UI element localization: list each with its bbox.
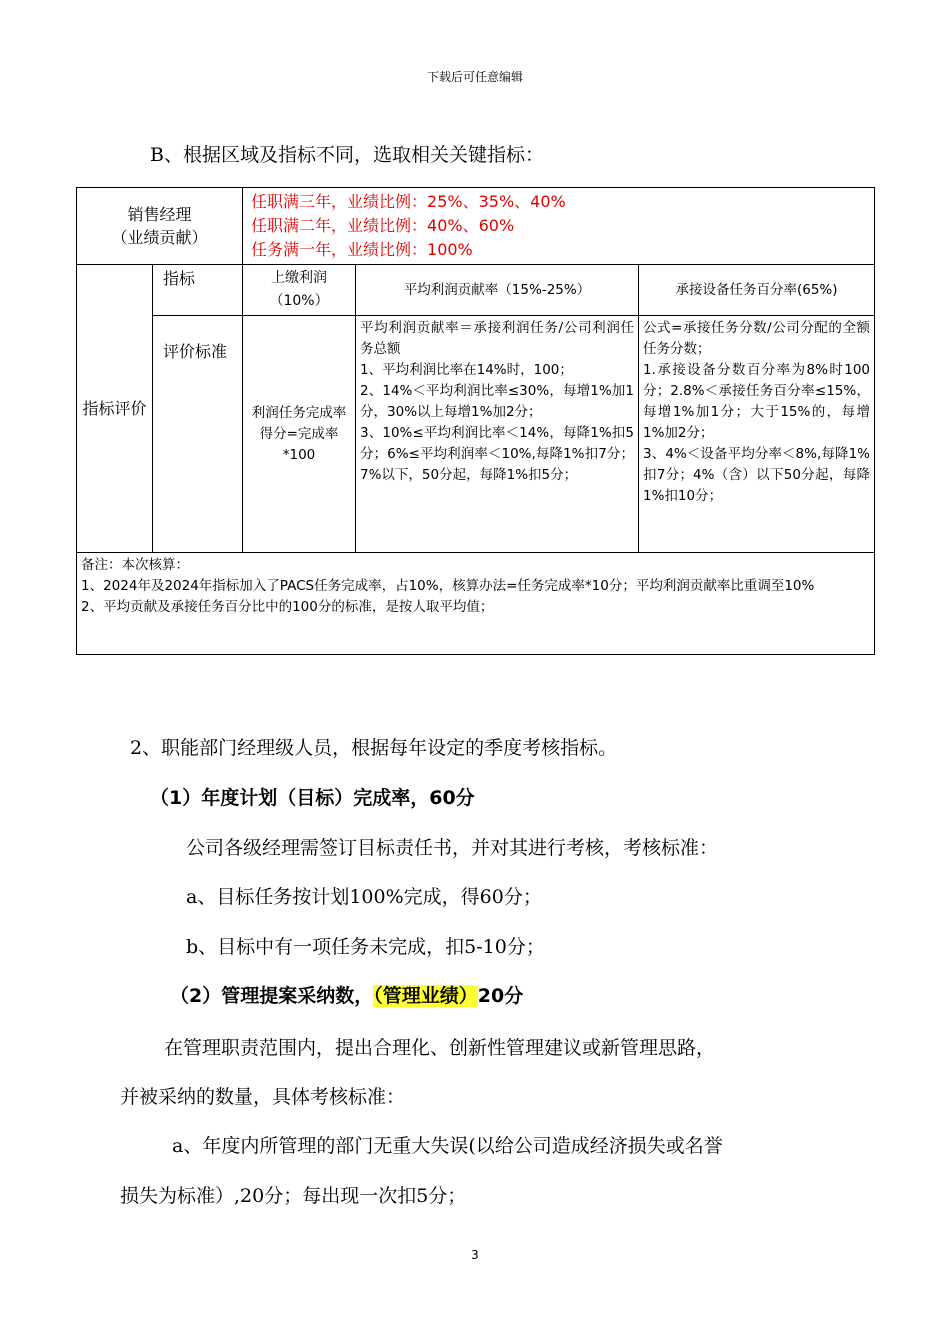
item-2-a-line-1: a、年度内所管理的部门无重大失误(以给公司造成经济损失或名誉 [172,1135,723,1157]
sales-manager-cell [77,188,243,265]
item-1-b: b、目标中有一项任务未完成，扣5-10分； [186,936,545,958]
sales-manager-sub: （业绩贡献） [111,228,208,247]
col2-line: 平均利润贡献率＝承接利润任务/公司利润任务总额 [360,320,635,357]
indicator-label: 指标 [153,265,243,316]
evaluation-table [76,187,875,655]
remarks-line: 1、2024年及2024年指标加入了PACS任务完成率，占10%，核算办法=任务完成率*10分；平均利润贡献率比重调至10% [81,578,815,594]
item-1-a: a、目标任务按计划100%完成，得60分； [186,886,542,908]
item-2-heading-post: 20分 [477,985,524,1007]
col3-line: 3、4%＜设备平均分率＜8%,每降1%扣7分；4%（含）以下50分起，每降1%扣10分； [643,446,871,504]
section-2-heading: 2、职能部门经理级人员，根据每年设定的季度考核指标。 [130,737,618,759]
col2-line: 2、14%＜平均利润比率≤30%，每增1%加1分，30%以上每增1%加2分； [360,383,635,420]
remarks-line: 2、平均贡献及承接任务百分比中的100分的标准，是按人取平均值； [81,599,494,615]
page-number: 3 [471,1248,479,1262]
item-2-description-1: 在管理职责范围内，提出合理化、创新性管理建议或新管理思路， [164,1037,716,1059]
col2-line: 3、10%≤平均利润比率＜14%，每降1%扣5分；6%≤平均利润率＜10%,每降1%扣7分；7%以下，50分起，每降1%扣5分； [360,425,635,483]
col1-body: 利润任务完成率得分=完成率*100 [243,316,356,553]
ratio-cell [243,188,875,265]
ratio-line: 任职满二年，业绩比例：40%、60% [251,216,515,235]
indicator-eval-cell: 指标评价 [77,265,153,553]
item-2-heading-pre: （2）管理提案采纳数， [170,985,374,1007]
item-1-heading: （1）年度计划（目标）完成率，60分 [150,787,475,809]
remarks-line: 备注：本次核算： [81,557,189,573]
col2-body [356,316,639,553]
col1-header: 上缴利润（10%） [243,265,356,316]
col2-header: 平均利润贡献率（15%-25%） [356,265,639,316]
item-2-heading-highlight: （管理业绩） [373,985,478,1007]
remarks-cell [77,553,875,655]
item-2-heading [170,982,523,1010]
ratio-line: 任职满三年，业绩比例：25%、35%、40% [251,192,566,211]
col3-body [639,316,875,553]
section-b-title: B、根据区域及指标不同，选取相关关键指标： [150,144,544,166]
col2-line: 1、平均利润比率在14%时，100； [360,362,573,378]
header-note: 下载后可任意编辑 [426,70,523,84]
sales-manager-label: 销售经理 [127,205,192,224]
col3-line: 公式=承接任务分数/公司分配的全额任务分数； [643,320,871,357]
eval-standard-label: 评价标准 [153,316,243,553]
col3-header: 承接设备任务百分率(65%) [639,265,875,316]
item-2-description-2: 并被采纳的数量，具体考核标准： [120,1086,406,1108]
item-1-description: 公司各级经理需签订目标责任书，并对其进行考核，考核标准： [186,837,719,859]
item-2-a-line-2: 损失为标准）,20分；每出现一次扣5分； [120,1185,467,1207]
ratio-line: 任务满一年，业绩比例：100% [251,240,473,259]
col3-line: 1.承接设备分数百分率为8%时100分；2.8%＜承接任务百分率≤15%，每增1%加1分；大于15%的，每增1%加2分； [643,362,871,441]
